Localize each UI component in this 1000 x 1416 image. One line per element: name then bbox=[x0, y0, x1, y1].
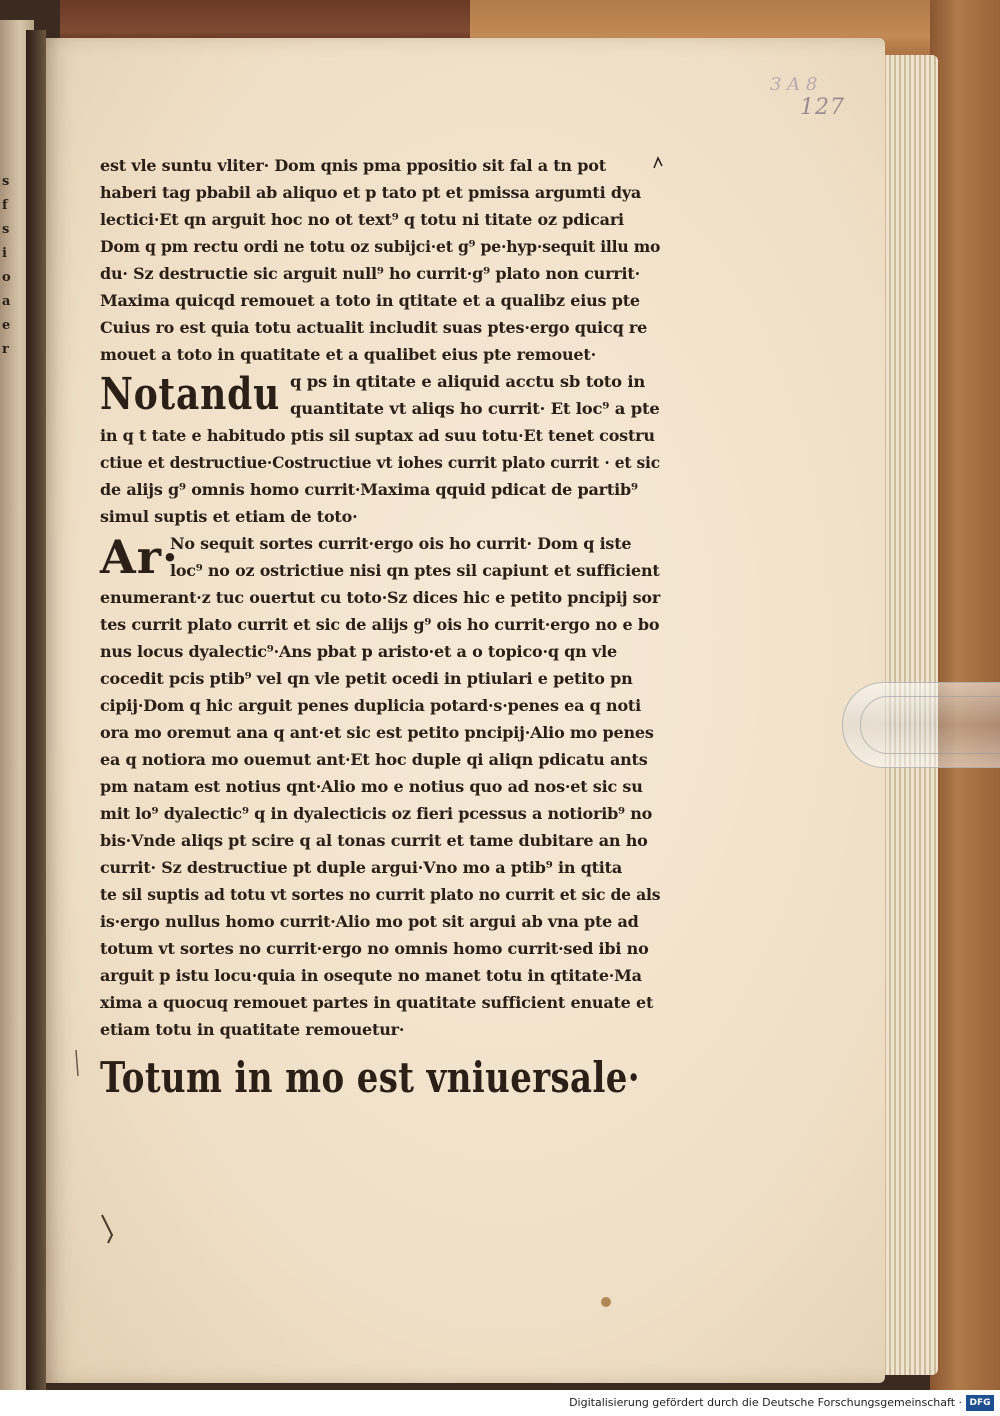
funding-credit: Digitalisierung gefördert durch die Deutsche Forschungsgemeinschaft · bbox=[569, 1396, 962, 1409]
text-line: tes currit plato currit et sic de alijs g⁹ ois ho currit·ergo no e bo bbox=[100, 615, 660, 634]
text-line: te sil suptis ad totu vt sortes no currit plato no currit et sic de als bbox=[100, 885, 661, 904]
paragraph-1 bbox=[100, 152, 660, 368]
text-line: enumerant·z tuc ouertut cu toto·Sz dices hic e petito pncipij sor bbox=[100, 588, 661, 607]
text-line: in q t tate e habitudo ptis sil suptax ad suu totu·Et tenet costru bbox=[100, 426, 655, 445]
text-line: est vle suntu vliter· Dom qnis pma ppositio sit fal a tn pot bbox=[100, 156, 606, 175]
text-line: lectici·Et qn arguit hoc no ot text⁹ q totu ni titate oz pdicari bbox=[100, 210, 624, 229]
text-line: Cuius ro est quia totu actualit includit suas ptes·ergo quicq re bbox=[100, 318, 648, 337]
text-line: arguit p istu locu·quia in osequte no manet totu in qtitate·Ma bbox=[100, 966, 642, 985]
text-line: du· Sz destructie sic arguit null⁹ ho currit·g⁹ plato non currit· bbox=[100, 264, 640, 283]
text-line: Dom q pm rectu ordi ne totu oz subijci·et g⁹ pe·hyp·sequit illu mo bbox=[100, 237, 661, 256]
ar-inline-lines bbox=[170, 530, 662, 584]
section-heading: Totum in mo est vniuersale· bbox=[100, 1053, 640, 1102]
text-line: loc⁹ no oz ostrictiue nisi qn ptes sil capiunt et sufficient bbox=[170, 561, 660, 580]
text-line: No sequit sortes currit·ergo ois ho currit· Dom q iste bbox=[170, 534, 632, 553]
text-line: pm natam est notius qnt·Alio mo e notius quo ad nos·et sic su bbox=[100, 777, 643, 796]
facing-page-letter: s bbox=[2, 222, 10, 237]
facing-page-letter: o bbox=[2, 270, 11, 285]
text-line: mit lo⁹ dyalectic⁹ q in dyalecticis oz fieri pcessus a notiorib⁹ no bbox=[100, 804, 653, 823]
text-line: is·ergo nullus homo currit·Alio mo pot sit argui ab vna pte ad bbox=[100, 912, 639, 931]
gutter-shadow bbox=[26, 30, 46, 1390]
text-line: Maxima quicqd remouet a toto in qtitate et a qualibz eius pte bbox=[100, 291, 640, 310]
text-line: totum vt sortes no currit·ergo no omnis homo currit·sed ibi no bbox=[100, 939, 649, 958]
facing-page-letter: a bbox=[2, 294, 11, 309]
text-line: cipij·Dom q hic arguit penes duplicia potard·s·penes ea q noti bbox=[100, 696, 641, 715]
text-line: haberi tag pbabil ab aliquo et p tato pt et pmissa argumti dya bbox=[100, 183, 642, 202]
facing-page-letter: r bbox=[2, 342, 9, 357]
folio-pencil-note: 3 A 8 bbox=[770, 74, 818, 95]
text-block bbox=[100, 152, 660, 1105]
ar-body bbox=[100, 584, 660, 1043]
text-line: de alijs g⁹ omnis homo currit·Maxima qquid pdicat de partib⁹ bbox=[100, 480, 638, 499]
notandum-body bbox=[100, 422, 660, 530]
facing-page-letter: s bbox=[2, 174, 10, 189]
facing-page-letter: e bbox=[2, 318, 11, 333]
facing-page-letters bbox=[2, 170, 22, 362]
text-line: q ps in qtitate e aliquid acctu sb toto in bbox=[290, 372, 646, 391]
facing-page-letter: f bbox=[2, 198, 8, 213]
text-line: cocedit pcis ptib⁹ vel qn vle petit ocedi in ptiulari e petito pn bbox=[100, 669, 633, 688]
text-line: ctiue et destructiue·Costructiue vt iohes currit plato currit · et sic bbox=[100, 453, 660, 472]
notandum-section bbox=[100, 368, 660, 422]
dfg-logo: DFG bbox=[966, 1395, 994, 1411]
text-line: ora mo oremut ana q ant·et sic est petito pncipij·Alio mo penes bbox=[100, 723, 654, 742]
text-line: ea q notiora mo ouemut ant·Et hoc duple qi aliqn pdicatu ants bbox=[100, 750, 648, 769]
facing-page-letter: i bbox=[2, 246, 7, 261]
ar-section bbox=[100, 530, 660, 584]
page-clip-inner bbox=[860, 696, 1000, 754]
notandum-inline-lines bbox=[290, 368, 660, 422]
footer-bar bbox=[0, 1390, 1000, 1416]
text-line: mouet a toto in quatitate et a qualibet eius pte remouet· bbox=[100, 345, 596, 364]
folio-number: 127 bbox=[800, 95, 845, 120]
text-line: quantitate vt aliqs ho currit· Et loc⁹ a pte bbox=[290, 399, 660, 418]
text-line: nus locus dyalectic⁹·Ans pbat p aristo·et a o topico·q qn vle bbox=[100, 642, 617, 661]
text-line: bis·Vnde aliqs pt scire q al tonas currit et tame dubitare an ho bbox=[100, 831, 648, 850]
initial-ar: Ar· bbox=[100, 530, 179, 584]
text-line: etiam totu in quatitate remouetur· bbox=[100, 1020, 405, 1039]
text-line: simul suptis et etiam de toto· bbox=[100, 507, 358, 526]
initial-notandum: Notandu bbox=[100, 369, 281, 420]
text-line: currit· Sz destructiue pt duple argui·Vno mo a ptib⁹ in qtita bbox=[100, 858, 623, 877]
text-line: xima a quocuq remouet partes in quatitate sufficient enuate et bbox=[100, 993, 654, 1012]
